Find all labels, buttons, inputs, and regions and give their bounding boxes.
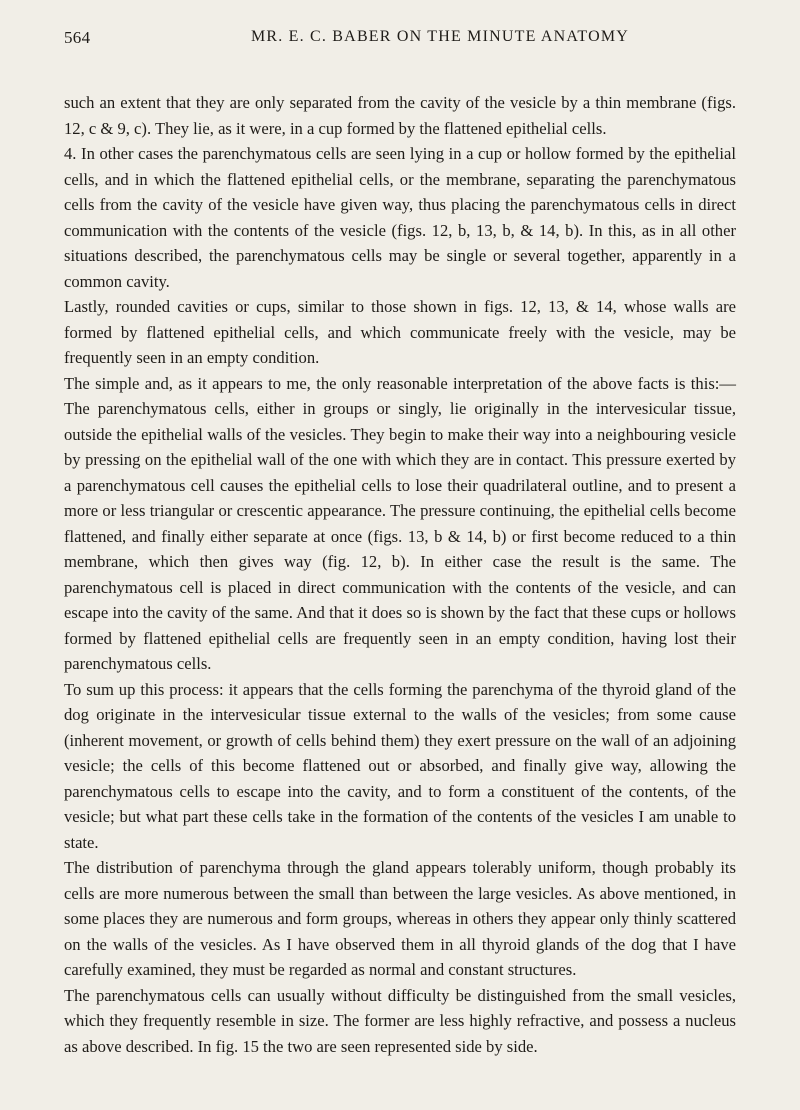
page-number: 564 [64, 28, 91, 47]
paragraph-distinguishing: The parenchymatous cells can usually without difficulty be distinguished from the small vesicles, which they frequently resemble in size. The former are less highly refractive, and possess a nucleus as above described. In fig. 15 the two are seen represented side by side. [64, 985, 736, 1056]
paragraph-continuation: such an extent that they are only separated from the cavity of the vesicle by a thin membrane (figs. 12, c & 9, c). They lie, as it were, in a cup formed by the flattened epithelial cells. [64, 93, 736, 138]
paragraph-point-4: 4. In other cases the parenchymatous cells are seen lying in a cup or hollow formed by the epithelial cells, and in which the flattened epithelial cells, or the membrane, separating the parenchymatous cells from the cavity of the vesicle have given way, thus placing the parenchymatous cells in direct communication with the contents of the vesicle (figs. 12, b, 13, b, & 14, b). In this, as in all other situations described, the parenchymatous cells may be single or several together, apparently in a common cavity. [64, 144, 736, 291]
running-title: MR. E. C. BABER ON THE MINUTE ANATOMY [250, 28, 630, 45]
paragraph-distribution: The distribution of parenchyma through the gland appears tolerably uniform, though probably its cells are more numerous between the small than between the large vesicles. As above mentioned, in some places they are numerous and form groups, whereas in others they appear only thinly scattered on the walls of the vesicles. As I have observed them in all thyroid glands of the dog that I have carefully examined, they must be regarded as normal and constant structures. [64, 858, 736, 979]
paragraph-summary: To sum up this process: it appears that the cells forming the parenchyma of the thyroid gland of the dog originate in the intervesicular tissue external to the walls of the vesicles; from some cause (inherent movement, or growth of cells behind them) they exert pressure on the wall of an adjoining vesicle; the cells of this become flattened out or absorbed, and finally give way, allowing the parenchymatous cells to escape into the cavity, and to form a constituent of the contents, of the vesicle; but what part these cells take in the formation of the contents of the vesicles I am unable to state. [64, 679, 736, 852]
running-header [64, 28, 736, 52]
paragraph-empty-cavities: Lastly, rounded cavities or cups, similar to those shown in figs. 12, 13, & 14, whose walls are formed by flattened epithelial cells, and which communicate freely with the vesicle, may be frequently seen in an empty condition. [64, 297, 736, 367]
body-text [64, 90, 736, 1059]
paragraph-interpretation: The simple and, as it appears to me, the only reasonable interpretation of the above facts is this:—The parenchymatous cells, either in groups or singly, lie originally in the intervesicular tissue, outside the epithelial walls of the vesicles. They begin to make their way into a neighbouring vesicle by pressing on the epithelial wall of the one with which they are in contact. This pressure exerted by a parenchymatous cell causes the epithelial cells to lose their quadrilateral outline, and to present a more or less triangular or crescentic appearance. The pressure continuing, the epithelial cells become flattened, and finally either separate at once (figs. 13, b & 14, b) or first become reduced to a thin membrane, which then gives way (fig. 12, b). In either case the result is the same. The parenchymatous cell is placed in direct communication with the contents of the vesicle, and can escape into the cavity of the same. And that it does so is shown by the fact that these cups or hollows formed by flattened epithelial cells are frequently seen in an empty condition, having lost their parenchymatous cells. [64, 373, 736, 673]
